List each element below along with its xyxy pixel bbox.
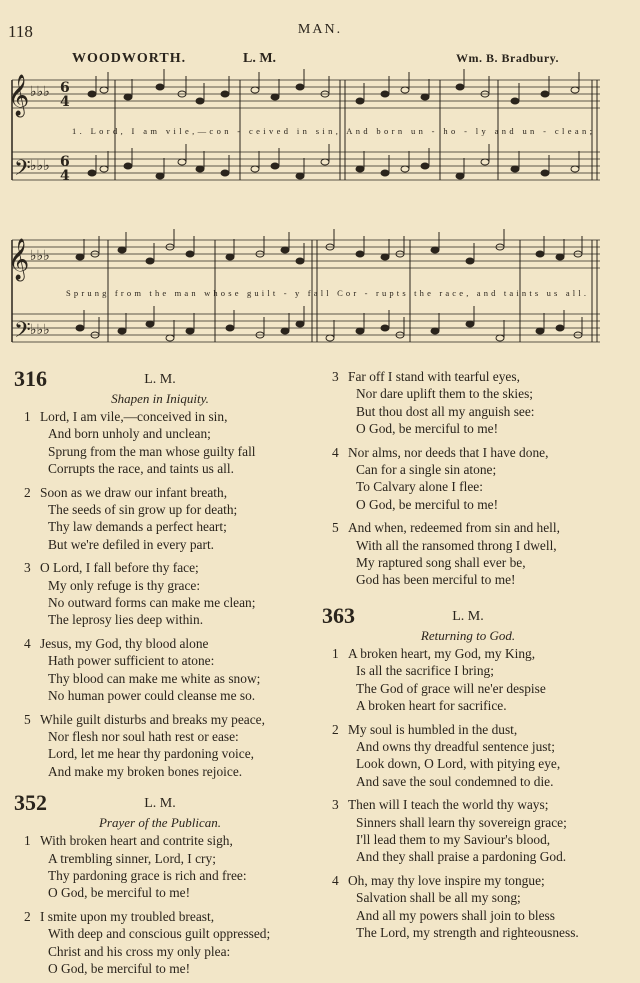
note-head xyxy=(166,335,174,341)
note-head xyxy=(124,163,132,169)
stanza-number: 4 xyxy=(24,635,31,651)
note-head xyxy=(456,84,464,90)
verse-line xyxy=(10,611,310,628)
note-head xyxy=(124,94,132,100)
note-head xyxy=(296,258,304,264)
verse-line xyxy=(10,443,310,460)
note-head xyxy=(481,159,489,165)
verse-line xyxy=(318,645,618,662)
note-head xyxy=(296,84,304,90)
note-head xyxy=(118,247,126,253)
time-signature: 4 xyxy=(60,168,70,184)
stanza-number: 1 xyxy=(24,833,31,849)
verse-line xyxy=(10,594,310,611)
verse-text: To Calvary alone I flee: xyxy=(356,479,483,495)
verse-text: Lord, I am vile,—conceived in sin, xyxy=(40,409,228,424)
stanza xyxy=(10,832,310,902)
verse-text: Thy pardoning grace is rich and free: xyxy=(48,867,247,883)
verse-text: And all my powers shall join to bless xyxy=(356,907,555,923)
stanza xyxy=(10,711,310,781)
verse-line xyxy=(318,461,618,478)
verse-text: God has been merciful to me! xyxy=(356,572,516,588)
time-signature: 4 xyxy=(60,94,70,110)
note-head xyxy=(146,321,154,327)
stanza-number: 2 xyxy=(24,484,31,500)
stanza xyxy=(10,484,310,554)
verse-text: Jesus, my God, thy blood alone xyxy=(40,635,209,651)
verse-text: With deep and conscious guilt oppressed; xyxy=(48,926,271,942)
verse-text: O God, be merciful to me! xyxy=(48,885,191,901)
verse-text: And born unholy and unclean; xyxy=(48,426,211,442)
lyrics-line-2: Sprung from the man whose guilt - y fall Cor - rupts the race, and taints us all. xyxy=(66,288,586,298)
bass-clef-icon: 𝄢 xyxy=(14,318,31,348)
verse-text: I smite upon my troubled breast, xyxy=(40,908,215,924)
note-head xyxy=(251,87,259,93)
verse-text: With all the ransomed throng I dwell, xyxy=(356,537,557,553)
stanza xyxy=(318,368,618,438)
stanza-number: 1 xyxy=(24,409,31,424)
hymn-352 xyxy=(10,792,310,977)
note-head xyxy=(401,166,409,172)
verse-text: Salvation shall be all my song; xyxy=(356,890,521,906)
verse-line xyxy=(10,960,310,977)
verse-text: Nor dare uplift them to the skies; xyxy=(356,386,534,402)
time-signature: 6 xyxy=(60,80,70,96)
notes xyxy=(76,69,582,341)
verse-text: Corrupts the race, and taints us all. xyxy=(48,461,234,477)
verse-line xyxy=(318,697,618,714)
verse-line xyxy=(10,763,310,780)
verse-line xyxy=(318,814,618,831)
note-head xyxy=(401,87,409,93)
verse-text: Sinners shall learn thy sovereign grace; xyxy=(356,814,567,830)
verse-line xyxy=(318,721,618,738)
bass-clef-icon: 𝄢 xyxy=(14,156,31,186)
verse-line xyxy=(318,478,618,495)
verse-line xyxy=(318,368,618,385)
hymn-number: 316 xyxy=(14,366,47,391)
time-signature: 6 xyxy=(60,154,70,170)
stanza xyxy=(10,635,310,705)
note-head xyxy=(496,335,504,341)
verse-line xyxy=(10,518,310,535)
verse-text: And owns thy dreadful sentence just; xyxy=(356,738,555,754)
flat-sign: ♭♭♭ xyxy=(30,322,50,338)
note-head xyxy=(381,170,389,176)
verse-line xyxy=(318,554,618,571)
note-head xyxy=(356,98,364,104)
stanza-number: 2 xyxy=(24,908,31,924)
verse-text: Nor flesh nor soul hath rest or ease: xyxy=(48,728,239,744)
verse-line xyxy=(318,571,618,588)
tune-meter: L. M. xyxy=(243,51,277,66)
verse-text: Lord, let me hear thy pardoning voice, xyxy=(48,746,254,762)
note-head xyxy=(88,91,96,97)
stanza xyxy=(10,408,310,478)
stanza xyxy=(318,645,618,715)
verse-line xyxy=(10,425,310,442)
verse-text: The Lord, my strength and righteousness. xyxy=(356,924,579,940)
stanza-number: 3 xyxy=(332,797,339,813)
verse-line xyxy=(318,420,618,437)
note-head xyxy=(381,254,389,260)
hymn-number: 352 xyxy=(14,790,47,816)
note-head xyxy=(421,94,429,100)
verse-text: The God of grace will ne'er despise xyxy=(356,680,546,696)
verse-line xyxy=(318,924,618,941)
note-head xyxy=(536,328,544,334)
verse-text: A broken heart for sacrifice. xyxy=(356,698,507,714)
verse-line xyxy=(10,408,310,425)
note-head xyxy=(556,254,564,260)
verse-line xyxy=(318,831,618,848)
verse-line xyxy=(318,773,618,790)
note-head xyxy=(196,98,204,104)
hymn-subtitle: Prayer of the Publican. xyxy=(98,815,222,831)
hymn-meter: L. M. xyxy=(452,608,484,624)
note-head xyxy=(571,87,579,93)
note-head xyxy=(146,258,154,264)
hymn-meter: L. M. xyxy=(144,796,176,812)
hymn-subtitle: Returning to God. xyxy=(420,627,516,643)
note-head xyxy=(76,254,84,260)
verse-line xyxy=(10,867,310,884)
verse-line xyxy=(10,652,310,669)
note-head xyxy=(296,321,304,327)
note-head xyxy=(511,98,519,104)
verse-line xyxy=(318,848,618,865)
verse-line xyxy=(318,385,618,402)
verse-line xyxy=(10,925,310,942)
verse-text: A broken heart, my God, my King, xyxy=(348,645,536,661)
verse-text: Can for a single sin atone; xyxy=(356,462,497,478)
note-head xyxy=(226,325,234,331)
flat-sign: ♭♭♭ xyxy=(30,158,50,174)
verse-line xyxy=(10,536,310,553)
stanza-number: 4 xyxy=(332,872,339,888)
note-head xyxy=(281,328,289,334)
stanza xyxy=(318,721,618,791)
hymn-meter: L. M. xyxy=(144,372,176,387)
verse-line xyxy=(318,403,618,420)
stanza-number: 3 xyxy=(24,560,31,576)
verse-line xyxy=(10,745,310,762)
note-head xyxy=(356,166,364,172)
verse-text: My soul is humbled in the dust, xyxy=(348,721,518,737)
stanza xyxy=(318,872,618,942)
note-head xyxy=(156,173,164,179)
verse-text: And make my broken bones rejoice. xyxy=(48,763,243,779)
verse-line xyxy=(10,460,310,477)
verse-line xyxy=(318,872,618,889)
note-head xyxy=(221,170,229,176)
note-head xyxy=(100,87,108,93)
note-head xyxy=(381,91,389,97)
note-head xyxy=(88,170,96,176)
verse-line xyxy=(10,943,310,960)
verse-text: Thy blood can make me white as snow; xyxy=(48,670,261,686)
note-head xyxy=(541,170,549,176)
verse-text: I'll lead them to my Saviour's blood, xyxy=(356,831,551,847)
verse-line xyxy=(318,496,618,513)
tune-name: WOODWORTH. xyxy=(72,51,187,66)
note-head xyxy=(271,94,279,100)
note-head xyxy=(196,166,204,172)
verse-text: Sprung from the man whose guilty fall xyxy=(48,443,256,459)
verse-text: A trembling sinner, Lord, I cry; xyxy=(48,850,216,866)
verse-text: While guilt disturbs and breaks my peace, xyxy=(40,711,265,727)
note-head xyxy=(321,159,329,165)
note-head xyxy=(571,166,579,172)
left-column xyxy=(10,368,310,983)
note-head xyxy=(466,321,474,327)
note-head xyxy=(356,251,364,257)
note-head xyxy=(178,159,186,165)
music-score xyxy=(0,64,640,364)
note-head xyxy=(541,91,549,97)
note-head xyxy=(186,251,194,257)
lyrics-line-1: 1. Lord, I am vile,—con - ceived in sin, And born un - ho - ly and un - clean; xyxy=(72,126,592,136)
note-head xyxy=(76,325,84,331)
verse-text: No outward forms can make me clean; xyxy=(48,595,256,611)
note-head xyxy=(281,247,289,253)
flat-sign: ♭♭♭ xyxy=(30,248,50,264)
verse-text: Thy law demands a perfect heart; xyxy=(48,519,227,535)
stanza-number: 3 xyxy=(332,369,339,384)
verse-line xyxy=(318,537,618,554)
note-head xyxy=(511,166,519,172)
note-head xyxy=(556,325,564,331)
verse-line xyxy=(318,444,618,461)
verse-text: Oh, may thy love inspire my tongue; xyxy=(348,872,545,888)
verse-text: Is all the sacrifice I bring; xyxy=(356,663,494,679)
verse-text: O Lord, I fall before thy face; xyxy=(40,560,199,576)
verse-line xyxy=(10,577,310,594)
note-head xyxy=(251,166,259,172)
verse-text: Nor alms, nor deeds that I have done, xyxy=(348,444,549,460)
verse-line xyxy=(318,907,618,924)
verse-line xyxy=(318,738,618,755)
hymn-352-continued xyxy=(318,368,618,589)
verse-line xyxy=(10,908,310,925)
verse-line xyxy=(318,889,618,906)
verse-line xyxy=(10,832,310,849)
note-head xyxy=(226,254,234,260)
clefs-and-signatures xyxy=(8,74,70,348)
stanza-number: 5 xyxy=(332,520,339,536)
verse-line xyxy=(318,755,618,772)
verse-text: The leprosy lies deep within. xyxy=(48,612,204,628)
staff-lines xyxy=(12,80,600,342)
note-head xyxy=(456,173,464,179)
note-head xyxy=(326,335,334,341)
verse-text: No human power could cleanse me so. xyxy=(48,688,256,704)
page-number: 118 xyxy=(8,22,33,41)
note-head xyxy=(466,258,474,264)
verse-line xyxy=(10,728,310,745)
verse-text: With broken heart and contrite sigh, xyxy=(40,833,233,849)
note-head xyxy=(381,325,389,331)
verse-line xyxy=(10,670,310,687)
verse-line xyxy=(10,484,310,501)
stanza-number: 4 xyxy=(332,444,339,460)
note-head xyxy=(421,163,429,169)
stanza-number: 5 xyxy=(24,711,31,727)
stanza xyxy=(318,444,618,514)
verse-text: My only refuge is thy grace: xyxy=(48,577,201,593)
verse-line xyxy=(318,796,618,813)
verse-text: Look down, O Lord, with pitying eye, xyxy=(356,756,561,772)
note-head xyxy=(536,251,544,257)
note-head xyxy=(296,173,304,179)
hymn-subtitle: Shapen in Iniquity. xyxy=(111,391,209,406)
note-head xyxy=(156,84,164,90)
section-title: MAN. xyxy=(297,22,343,37)
stanza-number: 2 xyxy=(332,721,339,737)
note-head xyxy=(186,328,194,334)
stanza xyxy=(10,908,310,978)
verse-text: Soon as we draw our infant breath, xyxy=(40,484,228,500)
verse-line xyxy=(318,519,618,536)
verse-text: But thou dost all my anguish see: xyxy=(356,403,535,419)
right-column xyxy=(318,368,618,947)
stanza xyxy=(10,559,310,629)
verse-text: But we're defiled in every part. xyxy=(48,536,215,552)
verse-line xyxy=(10,850,310,867)
barlines xyxy=(12,80,597,342)
stanza-number: 1 xyxy=(332,645,339,661)
verse-text: Far off I stand with tearful eyes, xyxy=(348,369,520,384)
verse-text: My raptured song shall ever be, xyxy=(356,555,526,571)
hymn-363 xyxy=(318,602,618,942)
verse-text: O God, be merciful to me! xyxy=(356,421,499,437)
verse-text: And save the soul condemned to die. xyxy=(356,773,554,789)
stanza xyxy=(318,796,618,866)
verse-text: Hath power sufficient to atone: xyxy=(48,653,215,669)
note-head xyxy=(271,163,279,169)
verse-text: And when, redeemed from sin and hell, xyxy=(348,520,560,536)
stanza xyxy=(318,519,618,589)
note-head xyxy=(431,328,439,334)
verse-line xyxy=(318,680,618,697)
verse-line xyxy=(10,711,310,728)
note-head xyxy=(221,91,229,97)
verse-text: O God, be merciful to me! xyxy=(356,496,499,512)
verse-line xyxy=(10,635,310,652)
verse-line xyxy=(10,559,310,576)
verse-text: O God, be merciful to me! xyxy=(48,960,191,976)
verse-text: The seeds of sin grow up for death; xyxy=(48,502,238,518)
note-head xyxy=(431,247,439,253)
flat-sign: ♭♭♭ xyxy=(30,84,50,100)
verse-text: Then will I teach the world thy ways; xyxy=(348,797,549,813)
treble-clef-icon: 𝄞 xyxy=(8,239,30,280)
note-head xyxy=(356,328,364,334)
verse-text: And they shall praise a pardoning God. xyxy=(356,849,567,865)
note-head xyxy=(100,166,108,172)
hymn-316 xyxy=(10,368,310,780)
tune-composer: Wm. B. Bradbury. xyxy=(456,51,560,65)
verse-line xyxy=(10,884,310,901)
verse-line xyxy=(10,687,310,704)
hymn-number: 363 xyxy=(322,602,355,628)
verse-line xyxy=(10,501,310,518)
note-head xyxy=(118,328,126,334)
verse-text: Christ and his cross my only plea: xyxy=(48,943,231,959)
verse-line xyxy=(318,662,618,679)
treble-clef-icon: 𝄞 xyxy=(8,75,30,116)
